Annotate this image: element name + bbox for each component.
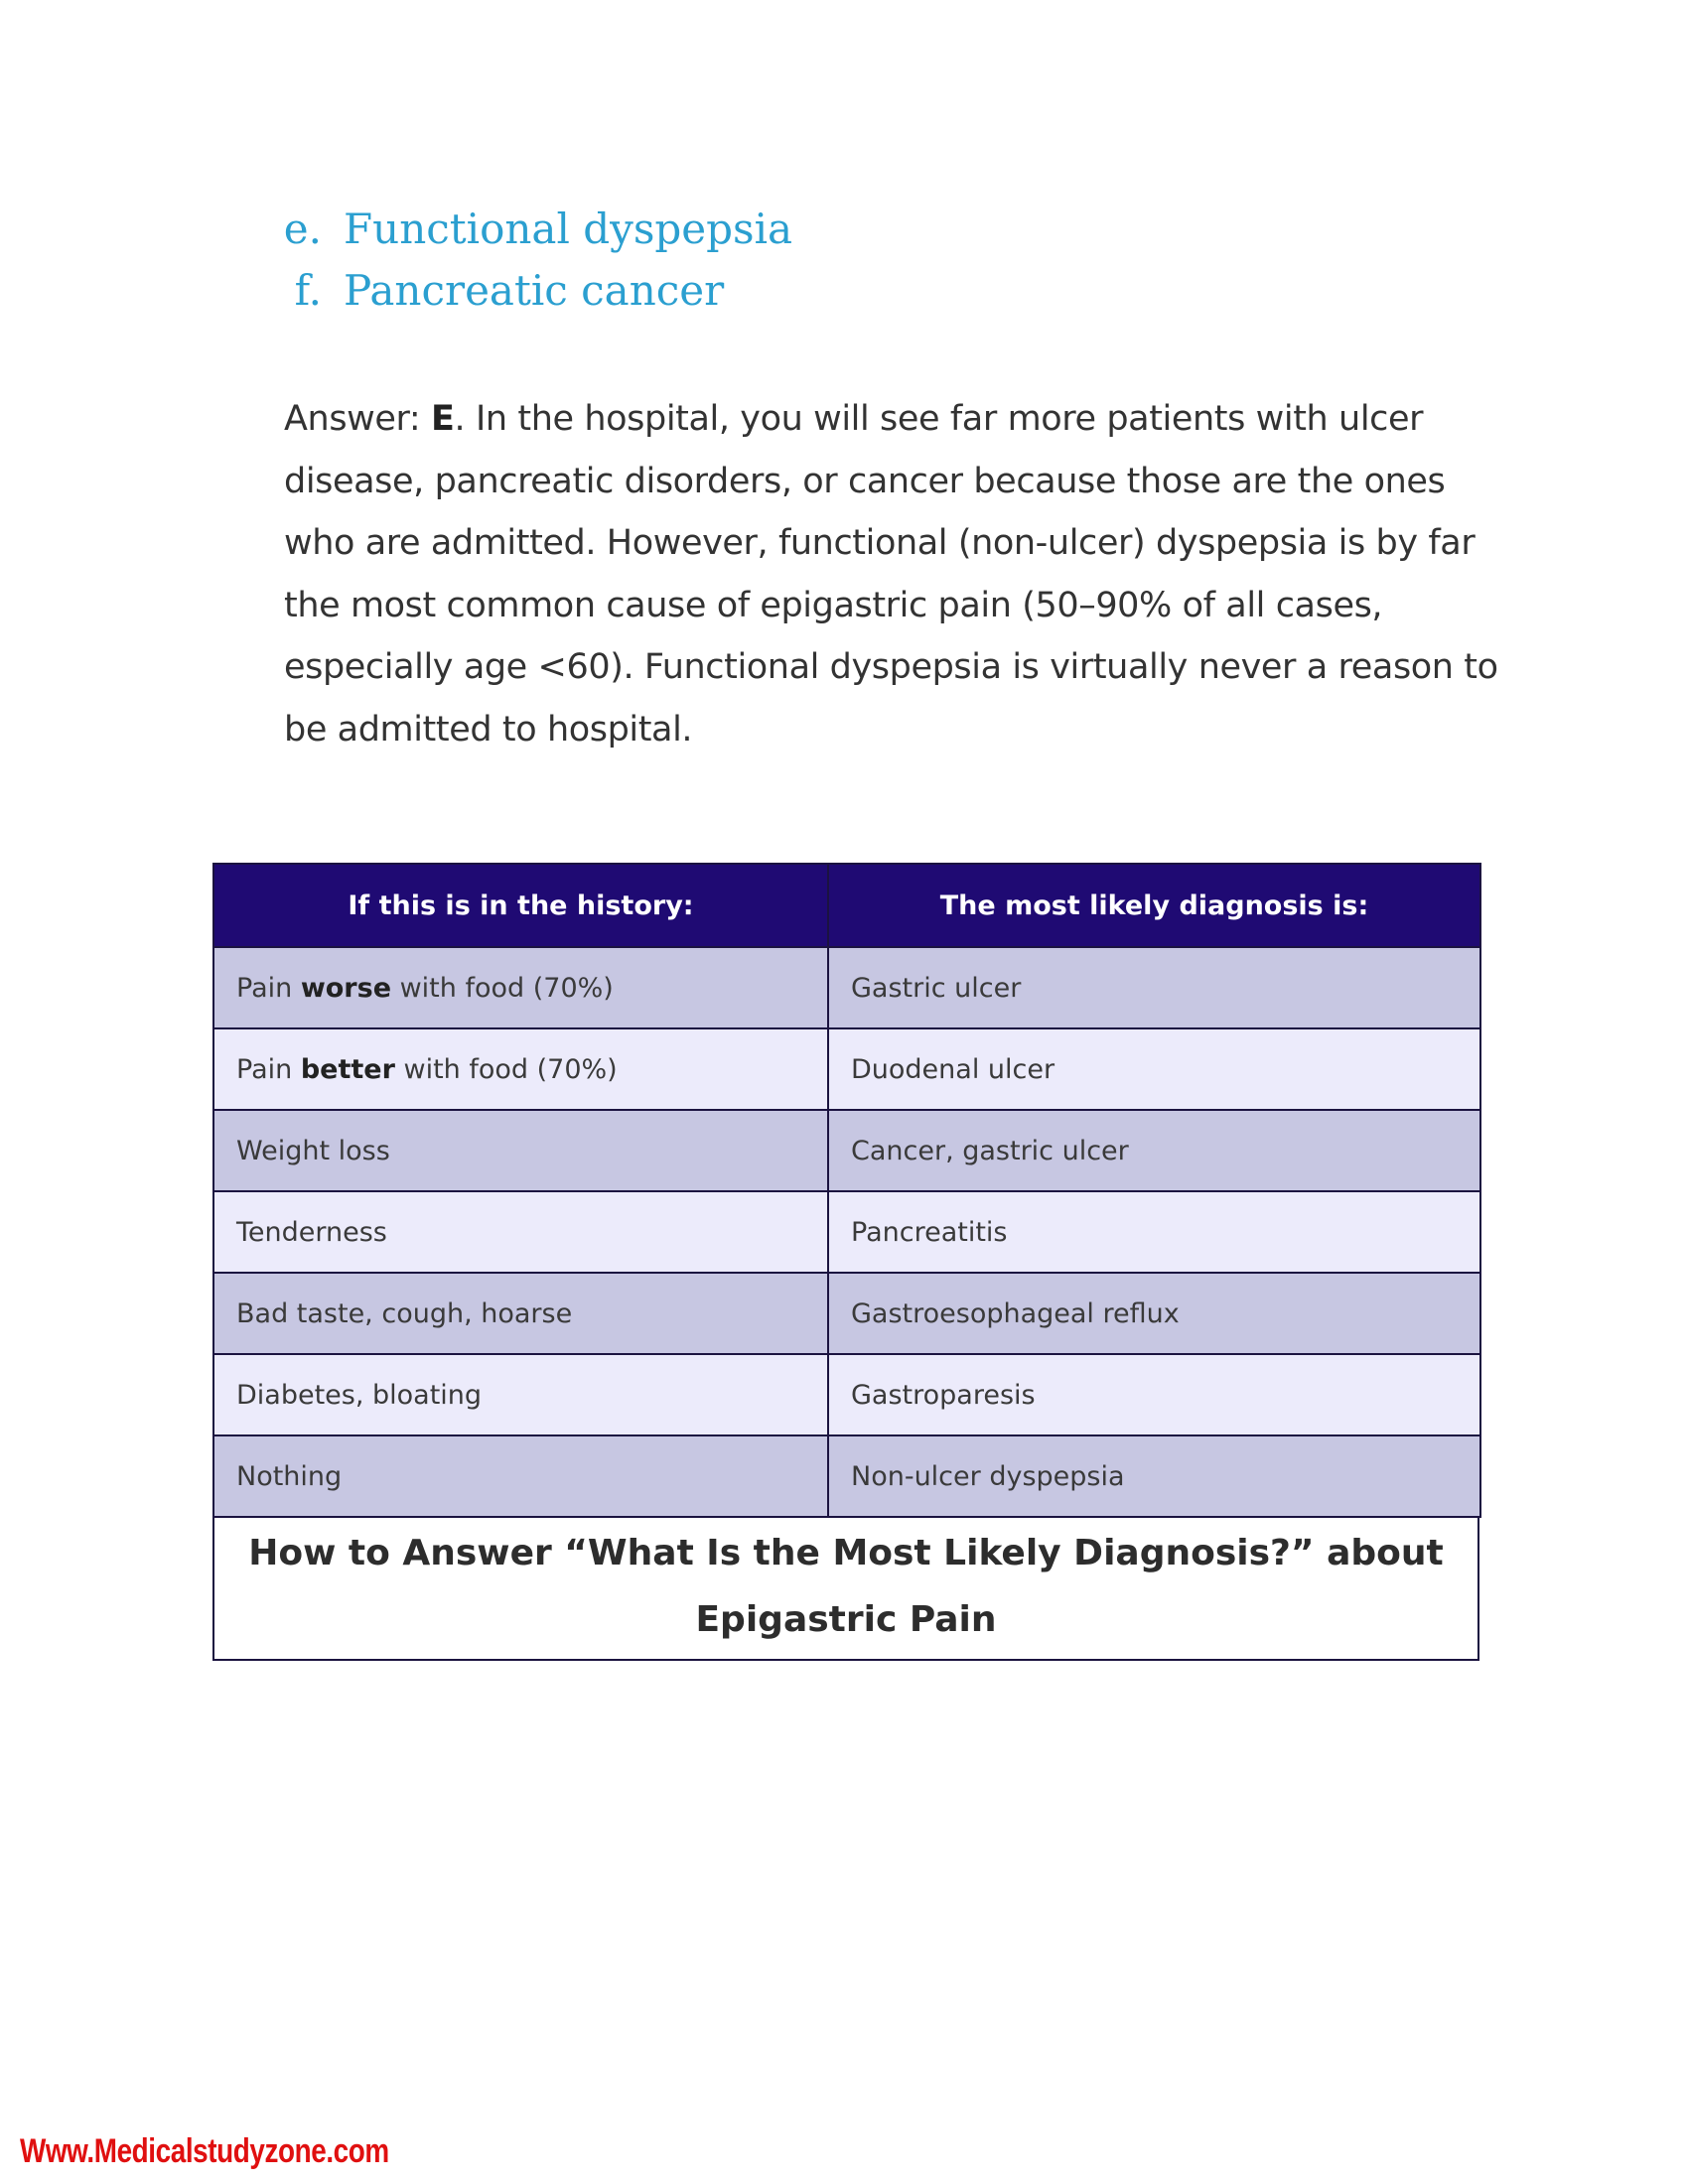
answer-explanation — [284, 388, 1505, 760]
table-row — [213, 1110, 1480, 1191]
option-letter: f. — [294, 266, 322, 315]
option-text: Pancreatic cancer — [344, 266, 725, 315]
history-cell: Tenderness — [213, 1191, 828, 1273]
diagnosis-cell: Gastroesophageal reflux — [828, 1273, 1480, 1354]
table-caption: How to Answer “What Is the Most Likely Diagnosis?” about Epigastric Pain — [212, 1518, 1479, 1661]
history-text: Pain — [236, 1053, 301, 1085]
header-diagnosis: The most likely diagnosis is: — [828, 864, 1480, 947]
history-cell: Bad taste, cough, hoarse — [213, 1273, 828, 1354]
history-text: with food (70%) — [391, 972, 614, 1004]
history-cell: Diabetes, bloating — [213, 1354, 828, 1435]
table-row — [213, 1273, 1480, 1354]
diagnosis-cell: Gastroparesis — [828, 1354, 1480, 1435]
diagnosis-cell: Duodenal ulcer — [828, 1028, 1480, 1110]
history-cell — [213, 1028, 828, 1110]
diagnosis-cell: Non-ulcer dyspepsia — [828, 1435, 1480, 1517]
answer-options-list — [238, 199, 792, 322]
diagnosis-table — [212, 863, 1481, 1518]
history-cell — [213, 947, 828, 1028]
history-emphasis: worse — [300, 972, 392, 1004]
answer-letter: E — [431, 399, 455, 439]
history-text: Pain — [236, 972, 301, 1004]
table-row — [213, 1435, 1480, 1517]
table-row — [213, 1028, 1480, 1110]
header-history: If this is in the history: — [213, 864, 828, 947]
diagnosis-cell: Gastric ulcer — [828, 947, 1480, 1028]
history-emphasis: better — [300, 1053, 395, 1085]
table-row — [213, 947, 1480, 1028]
table-row — [213, 1354, 1480, 1435]
history-text: with food (70%) — [394, 1053, 618, 1085]
option-e — [238, 199, 792, 260]
diagnosis-cell: Pancreatitis — [828, 1191, 1480, 1273]
option-f — [238, 260, 792, 322]
option-letter: e. — [283, 205, 322, 253]
table-header-row — [213, 864, 1480, 947]
option-text: Functional dyspepsia — [344, 205, 793, 253]
diagnosis-cell: Cancer, gastric ulcer — [828, 1110, 1480, 1191]
history-cell: Nothing — [213, 1435, 828, 1517]
history-cell: Weight loss — [213, 1110, 828, 1191]
table-row — [213, 1191, 1480, 1273]
site-watermark: Www.Medicalstudyzone.com — [20, 2132, 389, 2170]
answer-prefix: Answer: — [284, 399, 432, 439]
answer-text: . In the hospital, you will see far more patients with ulcer disease, pancreatic disorders, or cancer because those are the ones who are admitted. However, functional (non-ulcer) dyspepsia is by far the most common cause of epigastric pain (50–90% of all cases, especially age <60). Functional dyspepsia is virtually never a reason to be admitted to hospital. — [284, 399, 1498, 750]
diagnosis-table-container — [212, 863, 1479, 1661]
